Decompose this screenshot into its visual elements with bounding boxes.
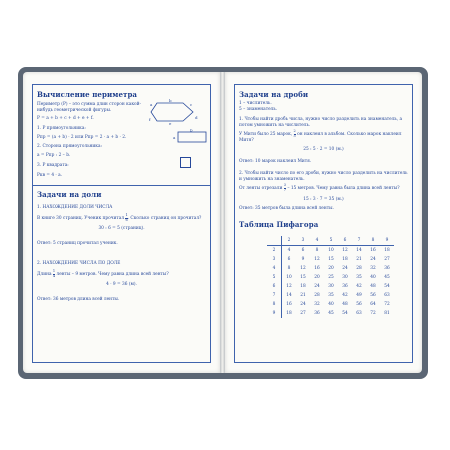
table-cell: 12 bbox=[300, 266, 306, 271]
table-cell: 81 bbox=[384, 311, 390, 316]
table-cell: 45 bbox=[384, 275, 390, 280]
right-page bbox=[225, 72, 422, 373]
fraction-task-1: У Мити было 25 марок, $\frac{2}{5}$ он наклеил в альбом. Сколько марок наклеил Митя? bbox=[239, 129, 402, 144]
fraction-task-1-fraction: $\frac{2}{5}$ bbox=[293, 129, 296, 138]
table-row-label: 4 bbox=[267, 264, 282, 273]
rect-label-a: a bbox=[173, 135, 176, 140]
table-cell: 8 bbox=[287, 266, 291, 271]
table-cell: 45 bbox=[328, 311, 334, 316]
table-row bbox=[267, 309, 394, 318]
table-cell: 15 bbox=[328, 257, 334, 262]
table-cell: 54 bbox=[384, 284, 390, 289]
rectangle-figure bbox=[173, 129, 213, 145]
table-cell: 14 bbox=[286, 293, 292, 298]
table-cell: 54 bbox=[342, 311, 348, 316]
table-cell: 72 bbox=[384, 302, 390, 307]
table-cell: 24 bbox=[370, 257, 376, 262]
fraction-task-1-answer: Ответ: 10 марок наклеил Митя. bbox=[239, 159, 312, 164]
left-page-frame bbox=[32, 84, 211, 363]
part-tasks-title: Задачи на доли bbox=[37, 190, 102, 199]
table-header-cell: 4 bbox=[310, 236, 324, 246]
table-cell: 27 bbox=[300, 311, 306, 316]
table-cell: 72 bbox=[370, 311, 376, 316]
table-cell: 35 bbox=[356, 275, 362, 280]
table-row bbox=[267, 255, 394, 264]
table-cell: 9 bbox=[301, 257, 305, 262]
fraction-tasks-title: Задачи на дроби bbox=[239, 90, 309, 99]
rectangle-side-formula: a = Pпр : 2 – b. bbox=[37, 153, 71, 158]
table-cell: 25 bbox=[328, 275, 334, 280]
table-row-label: 6 bbox=[267, 282, 282, 291]
table-cell: 56 bbox=[370, 293, 376, 298]
find-part-heading: 1. НАХОЖДЕНИЕ ДОЛИ ЧИСЛА bbox=[37, 205, 113, 210]
table-cell: 18 bbox=[342, 257, 348, 262]
table-row bbox=[267, 273, 394, 282]
table-cell: 15 bbox=[300, 275, 306, 280]
table-cell: 42 bbox=[356, 284, 362, 289]
table-cell: 24 bbox=[300, 302, 306, 307]
table-cell: 10 bbox=[286, 275, 292, 280]
table-cell: 18 bbox=[286, 311, 292, 316]
fraction-task-2-fraction: $\frac{3}{7}$ bbox=[283, 183, 286, 192]
table-row bbox=[267, 246, 394, 256]
table-header-cell: 9 bbox=[380, 236, 394, 246]
rectangle-perimeter-heading: 1. P прямоугольника: bbox=[37, 126, 86, 131]
fraction-task-2-calculation: 15 : 3 · 7 = 35 (м.) bbox=[303, 197, 344, 202]
table-row bbox=[267, 291, 394, 300]
hex-label-f: f bbox=[149, 117, 151, 122]
find-part-calculation: 30 : 6 = 5 (страниц). bbox=[98, 226, 145, 231]
find-whole-task: Длина $\frac{1}{4}$ ленты – 9 метров. Чему равна длина всей ленты? bbox=[37, 269, 169, 278]
fraction-task-1-calculation: 25 : 5 · 2 = 10 (м.) bbox=[303, 147, 344, 152]
right-page-frame bbox=[234, 84, 413, 363]
table-header-cell: 5 bbox=[324, 236, 338, 246]
table-cell: 30 bbox=[328, 284, 334, 289]
table-cell: 36 bbox=[314, 311, 320, 316]
rect-label-b: b bbox=[190, 129, 193, 133]
table-cell: 6 bbox=[301, 248, 305, 253]
perimeter-definition: Периметр (P) – это сумма длин сторон какой-нибудь геометрической фигуры. bbox=[37, 102, 141, 113]
numerator-legend: 1 – числитель. bbox=[239, 101, 272, 106]
denominator-legend: 5 – знаменатель. bbox=[239, 107, 278, 112]
left-page bbox=[23, 72, 220, 373]
table-cell: 56 bbox=[356, 302, 362, 307]
table-cell: 27 bbox=[384, 257, 390, 262]
find-part-fraction: $\frac{1}{6}$ bbox=[125, 213, 128, 222]
square-perimeter-heading: 3. P квадрата: bbox=[37, 163, 69, 168]
table-cell: 48 bbox=[370, 284, 376, 289]
table-cell: 21 bbox=[356, 257, 362, 262]
table-row bbox=[267, 282, 394, 291]
table-cell: 36 bbox=[342, 284, 348, 289]
table-cell: 24 bbox=[314, 284, 320, 289]
table-row-label: 2 bbox=[267, 246, 282, 256]
table-cell: 42 bbox=[342, 293, 348, 298]
table-cell: 28 bbox=[314, 293, 320, 298]
table-cell: 16 bbox=[370, 248, 376, 253]
hexagon-figure bbox=[149, 99, 205, 125]
find-part-answer: Ответ: 5 страниц прочитал ученик. bbox=[37, 241, 118, 246]
hex-label-c: c bbox=[190, 102, 193, 107]
table-cell: 35 bbox=[328, 293, 334, 298]
table-cell: 12 bbox=[314, 257, 320, 262]
table-cell: 12 bbox=[286, 284, 292, 289]
fraction-task-2: От ленты отрезали $\frac{3}{7}$ – 15 метров. Чему равна была длина всей ленты? bbox=[239, 183, 400, 192]
square-perimeter-formula: Pкв = 4 · a. bbox=[37, 173, 63, 178]
table-cell: 24 bbox=[342, 266, 348, 271]
table-row-label: 9 bbox=[267, 309, 282, 318]
table-cell: 48 bbox=[342, 302, 348, 307]
table-cell: 64 bbox=[370, 302, 376, 307]
table-row-label: 5 bbox=[267, 273, 282, 282]
pythagoras-table bbox=[267, 236, 394, 318]
find-whole-calculation: 4 · 9 = 36 (м). bbox=[106, 282, 137, 287]
find-part-task: В книге 30 страниц. Ученик прочитал $\frac{1}{6}$ . Сколько страниц он прочитал? bbox=[37, 213, 202, 222]
fraction-task-2-answer: Ответ: 35 метров была длина всей ленты. bbox=[239, 206, 334, 211]
table-cell: 16 bbox=[286, 302, 292, 307]
rectangle-side-heading: 2. Сторона прямоугольника: bbox=[37, 144, 102, 149]
table-cell: 12 bbox=[342, 248, 348, 253]
table-cell: 40 bbox=[328, 302, 334, 307]
table-cell: 20 bbox=[328, 266, 334, 271]
table-cell: 20 bbox=[314, 275, 320, 280]
table-cell: 18 bbox=[384, 248, 390, 253]
table-cell: 28 bbox=[356, 266, 362, 271]
table-cell: 6 bbox=[287, 257, 291, 262]
find-whole-heading: 2. НАХОЖДЕНИЕ ЧИСЛА ПО ДОЛЕ bbox=[37, 261, 121, 266]
table-cell: 49 bbox=[356, 293, 362, 298]
table-cell: 4 bbox=[287, 248, 291, 253]
table-cell: 18 bbox=[300, 284, 306, 289]
table-header-cell: 2 bbox=[282, 236, 297, 246]
table-header-cell: 3 bbox=[296, 236, 310, 246]
table-row-label: 7 bbox=[267, 291, 282, 300]
table-header-cell: 8 bbox=[366, 236, 380, 246]
table-cell: 8 bbox=[315, 248, 319, 253]
table-cell: 10 bbox=[328, 248, 334, 253]
table-cell: 21 bbox=[300, 293, 306, 298]
perimeter-title: Вычисление периметра bbox=[37, 90, 138, 99]
table-cell: 36 bbox=[384, 266, 390, 271]
hex-label-e: e bbox=[169, 121, 172, 125]
hex-label-d: d bbox=[195, 115, 198, 120]
table-header-cell: 6 bbox=[338, 236, 352, 246]
table-cell: 30 bbox=[342, 275, 348, 280]
table-row-label: 3 bbox=[267, 255, 282, 264]
table-header-row bbox=[267, 236, 394, 246]
table-cell: 63 bbox=[384, 293, 390, 298]
section-divider bbox=[33, 185, 210, 186]
table-header-cell: 7 bbox=[352, 236, 366, 246]
table-cell: 14 bbox=[356, 248, 362, 253]
fraction-rule-1: 1. Чтобы найти дробь числа, нужно число разделить на знаменатель, а потом умножить на числитель. bbox=[239, 117, 403, 128]
fraction-rule-2: 2. Чтобы найти число по его дроби, нужно число разделить на числитель и умножить на знаменатель. bbox=[239, 171, 408, 182]
hex-label-b: b bbox=[169, 99, 172, 103]
table-row bbox=[267, 300, 394, 309]
table-cell: 32 bbox=[370, 266, 376, 271]
hex-label-a: a bbox=[150, 102, 153, 107]
table-row bbox=[267, 264, 394, 273]
perimeter-formula: P = a + b + c + d + e + f. bbox=[37, 116, 94, 121]
table-row-label: 8 bbox=[267, 300, 282, 309]
table-cell: 40 bbox=[370, 275, 376, 280]
pythagoras-title: Таблица Пифагора bbox=[239, 220, 319, 229]
table-cell: 63 bbox=[356, 311, 362, 316]
table-cell: 16 bbox=[314, 266, 320, 271]
table-cell: 32 bbox=[314, 302, 320, 307]
rectangle-perimeter-formula: Pпр = (a + b) · 2 или Pпр = 2 · a + b · 2. bbox=[37, 135, 127, 140]
table-header-cell bbox=[267, 236, 282, 246]
find-whole-fraction: $\frac{1}{4}$ bbox=[52, 269, 56, 278]
find-whole-answer: Ответ: 36 метров длина всей ленты. bbox=[37, 297, 120, 302]
